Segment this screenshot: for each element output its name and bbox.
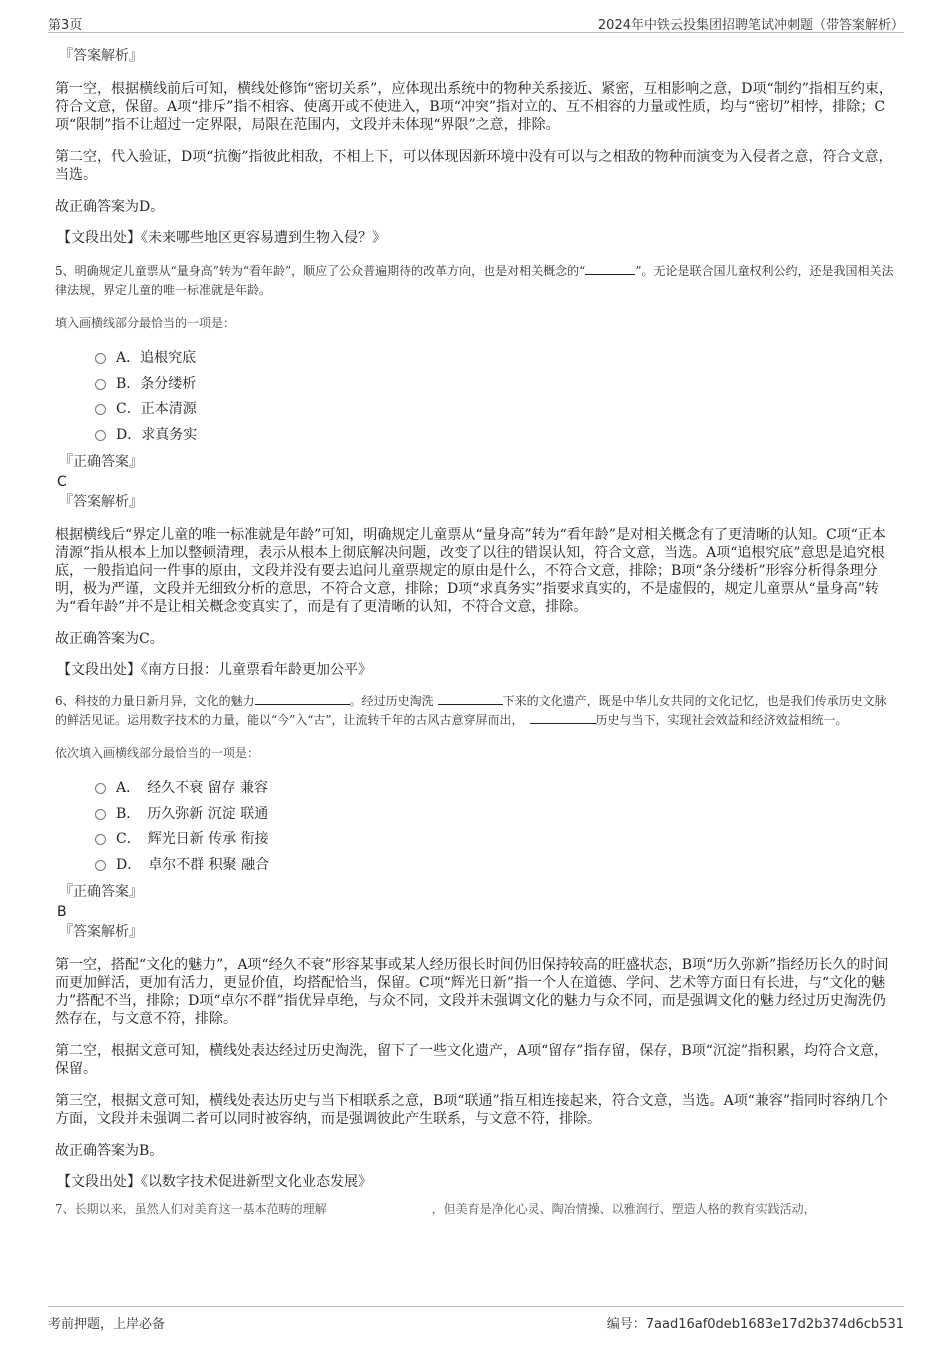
q4-source: 【文段出处】《未来哪些地区更容易遭到生物入侵？》 [57, 230, 386, 246]
q5-answer: C [57, 474, 67, 490]
q6-blank-3 [530, 711, 596, 724]
page-header [48, 12, 904, 33]
q6-text-1: 6、科技的力量日新月异，文化的魅力 [55, 694, 255, 708]
document-title: 2024年中铁云投集团招聘笔试冲刺题（带答案解析） [597, 18, 904, 33]
q6-source: 【文段出处】《以数字技术促进新型文化业态发展》 [57, 1174, 372, 1190]
radio-icon[interactable] [95, 404, 106, 415]
option-label: C．正本清源 [116, 401, 197, 417]
option-label: B． 历久弥新 沉淀 联通 [116, 805, 269, 822]
page-content [55, 44, 897, 1219]
option-label: C． 辉光日新 传承 衔接 [116, 831, 269, 847]
q4-analysis-label: 『答案解析』 [59, 48, 143, 64]
q5-source: 【文段出处】《南方日报：儿童票看年龄更加公平》 [57, 662, 372, 678]
q6-analysis-para-3: 第三空，根据文意可知，横线处表达历史与当下相联系之意，B项“联通”指互相连接起来，符合文意，当选。A项“兼容”指同时容纳几个方面，文段并未强调二者可以同时被容纳，而是强调彼此产生联系，与文意不符，排除。 [55, 1093, 889, 1127]
q5-analysis-label: 『答案解析』 [59, 494, 143, 510]
q5-conclusion: 故正确答案为C。 [55, 631, 164, 647]
q6-prompt: 依次填入画横线部分最恰当的一项是： [55, 746, 260, 760]
radio-icon[interactable] [95, 379, 106, 390]
q5-options [95, 346, 897, 448]
q6-answer-label: 『正确答案』 [59, 884, 143, 900]
page-footer [48, 1306, 904, 1332]
q6-text-2: 。经过历史淘洗 [349, 694, 434, 708]
q6-text-4: 历史与当下，实现社会效益和经济效益相统一。 [595, 713, 848, 727]
document-code: 编号：7aad16af0deb1683e17d2b374d6cb531 [606, 1317, 904, 1332]
radio-icon[interactable] [95, 430, 106, 441]
footer-slogan: 考前押题，上岸必备 [48, 1317, 166, 1332]
q5-prompt: 填入画横线部分最恰当的一项是： [55, 316, 236, 330]
q5-text-after: ”。无论是联合国儿童权利公约，还是我国相关法律法规，界定儿童的唯一标准就是年龄。 [55, 264, 894, 297]
q6-blank-2 [438, 692, 503, 705]
q5-option-c[interactable] [95, 397, 897, 423]
q5-option-b[interactable] [95, 372, 897, 398]
q6-option-b[interactable] [95, 802, 897, 828]
q6-option-c[interactable] [95, 827, 897, 853]
radio-icon[interactable] [95, 834, 106, 845]
q6-analysis-para-2: 第二空，根据文意可知，横线处表达经过历史淘洗，留下了一些文化遗产，A项“留存”指存留，保存，B项“沉淀”指积累，均符合文意，保留。 [55, 1043, 889, 1077]
radio-icon[interactable] [95, 860, 106, 871]
q5-option-d[interactable] [95, 423, 897, 449]
page-number: 第3页 [48, 18, 83, 33]
q6-analysis-label: 『答案解析』 [59, 924, 143, 940]
q5-answer-label: 『正确答案』 [59, 454, 143, 470]
q6-conclusion: 故正确答案为B。 [55, 1143, 164, 1159]
option-label: A．追根究底 [116, 350, 197, 366]
q4-analysis-para-1: 第一空，根据横线前后可知，横线处修饰“密切关系”，应体现出系统中的物种关系接近、紧密，互相影响之意，D项“制约”指相互约束，符合文意，保留。A项“排斥”指不相容、使离开或不使进入，B项“冲突”指对立的、互不相容的力量或性质，均与“密切”相悖，排除；C项“限制”指不让超过一定界限，局限在范围内，文段并未体现“界限”之意，排除。 [55, 81, 893, 133]
q6-option-d[interactable] [95, 853, 897, 879]
q4-conclusion: 故正确答案为D。 [55, 199, 165, 215]
q6-answer: B [57, 904, 67, 920]
q5-analysis-para-1: 根据横线后“界定儿童的唯一标准就是年龄”可知，明确规定儿童票从“量身高”转为“看年龄”是对相关概念有了更清晰的认知。C项“正本清源”指从根本上加以整顿清理，表示从根本上彻底解决问题，改变了以往的错误认知，符合文意，当选。A项“追根究底”意思是追究根底，一般指追问一件事的原由，文段并没有要去追问儿童票规定的原由是什么，不符合文意，排除；B项“条分缕析”形容分析得条理分明，极为严谨，文段并无细致分析的意思，不符合文意，排除；D项“求真务实”指要求真实的，不是虚假的，规定儿童票从“量身高”转为“看年龄”并不是让相关概念变真实了，而是有了更清晰的认知，不符合文意，排除。 [55, 527, 886, 615]
q6-options [95, 776, 897, 878]
q5-option-a[interactable] [95, 346, 897, 372]
q5-question [55, 262, 897, 300]
q5-blank [585, 262, 635, 275]
radio-icon[interactable] [95, 783, 106, 794]
q7-text-1: 7、长期以来，虽然人们对美育这一基本范畴的理解 [55, 1202, 327, 1216]
radio-icon[interactable] [95, 353, 106, 364]
option-label: D． 卓尔不群 积聚 融合 [116, 856, 270, 873]
q7-question [55, 1200, 897, 1219]
q6-text-3: 下来的文化遗产，既是中华儿女共同的文化记忆，也是我们传承历史文脉的鲜活见证。运用数字技术的力量，能以“今”入“古”，让流转千年的古风古意穿屏而出， [55, 694, 887, 727]
q6-blank-1 [255, 692, 350, 705]
option-label: A． 经久不衰 留存 兼容 [116, 780, 269, 796]
radio-icon[interactable] [95, 809, 106, 820]
q5-text-before: 5、明确规定儿童票从“量身高”转为“看年龄”，顺应了公众普遍期待的改革方向，也是对相关概念的“ [55, 264, 586, 278]
q7-text-2: ，但美育是净化心灵、陶冶情操、以雅润行、塑造人格的教育实践活动， [431, 1202, 816, 1216]
option-label: D．求真务实 [116, 426, 198, 443]
q6-analysis-para-1: 第一空，搭配“文化的魅力”，A项“经久不衰”形容某事或某人经历很长时间仍旧保持较高的旺盛状态，B项“历久弥新”指经历长久的时间而更加鲜活，更加有活力，更显价值，均搭配恰当，保留。C项“辉光日新”指一个人在道德、学问、艺术等方面日有长进，与“文化的魅力”搭配不当，排除；D项“卓尔不群”指优异卓绝，与众不同，文段并未强调文化的魅力与众不同，而是强调文化的魅力经过历史淘洗仍然存在，与文意不符，排除。 [55, 957, 889, 1027]
q6-option-a[interactable] [95, 776, 897, 802]
option-label: B．条分缕析 [116, 375, 197, 392]
q6-question [55, 692, 897, 730]
q4-analysis-para-2: 第二空，代入验证，D项“抗衡”指彼此相敌，不相上下，可以体现因新环境中没有可以与之相敌的物种而演变为入侵者之意，符合文意，当选。 [55, 149, 893, 183]
